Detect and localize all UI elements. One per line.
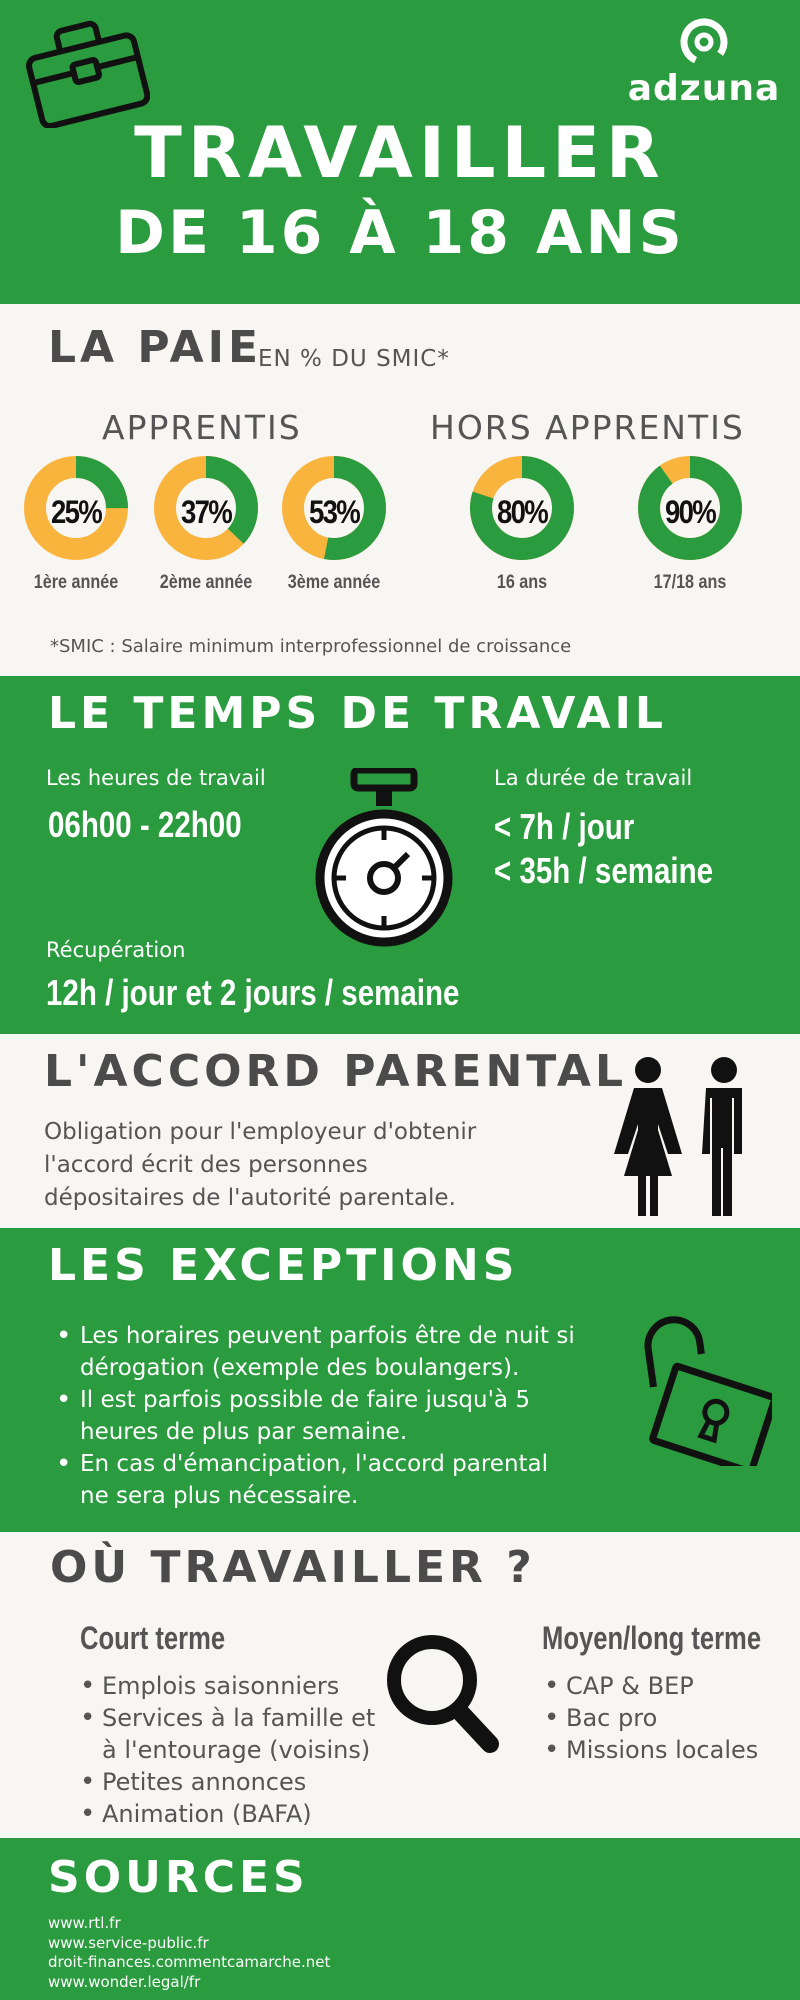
- exception-item-2-line-2: heures de plus par semaine.: [80, 1419, 408, 1445]
- briefcase-icon: [22, 8, 150, 128]
- smic-footnote: *SMIC : Salaire minimum interprofessionnel de croissance: [50, 636, 572, 657]
- exception-item: [52, 1320, 632, 1384]
- stopwatch-icon: [310, 768, 458, 950]
- exception-item: [52, 1448, 632, 1512]
- list-item-line-2: à l'entourage (voisins): [102, 1736, 371, 1764]
- list-item: • Emplois saisonniers: [76, 1670, 375, 1702]
- exceptions-list: [52, 1320, 632, 1512]
- exception-item-1-line-1: • Les horaires peuvent parfois être de nuit si: [80, 1323, 575, 1349]
- adzuna-logo[interactable]: [620, 16, 788, 108]
- list-item: • Missions locales: [540, 1734, 758, 1766]
- list-item: • Bac pro: [540, 1702, 758, 1734]
- source-link[interactable]: www.service-public.fr: [48, 1933, 209, 1952]
- pct-17-18-ans: 90%: [665, 494, 715, 530]
- list-item: • CAP & BEP: [540, 1670, 758, 1702]
- work-time-heading: LE TEMPS DE TRAVAIL: [48, 688, 667, 739]
- duration-week-value: < 35h / semaine: [494, 850, 714, 891]
- sources-list: [48, 1914, 330, 1992]
- label-3eme-annee: 3ème année: [287, 572, 381, 593]
- exceptions-section: [0, 1228, 800, 1532]
- exception-item: [52, 1384, 632, 1448]
- parental-line-3: dépositaires de l'autorité parentale.: [44, 1185, 456, 1211]
- list-item: • Animation (BAFA): [76, 1798, 375, 1830]
- sources-heading: SOURCES: [48, 1852, 309, 1903]
- exception-item-3-line-1: • En cas d'émancipation, l'accord parental: [80, 1451, 549, 1477]
- open-padlock-icon: [632, 1306, 772, 1466]
- source-link[interactable]: www.rtl.fr: [48, 1914, 121, 1932]
- magnifier-icon: [384, 1632, 502, 1756]
- label-2eme-annee: 2ème année: [159, 572, 253, 593]
- pay-heading: LA PAIE: [48, 322, 263, 373]
- parental-section: [0, 1034, 800, 1228]
- exception-item-1-line-2: dérogation (exemple des boulangers).: [80, 1355, 520, 1381]
- adzuna-logo-text: adzuna: [627, 68, 781, 109]
- pay-section: [0, 304, 800, 676]
- apprentis-title: APPRENTIS: [102, 408, 302, 447]
- list-item: • Petites annonces: [76, 1766, 375, 1798]
- parental-heading: L'ACCORD PARENTAL: [44, 1046, 627, 1097]
- label-17-18-ans: 17/18 ans: [653, 572, 727, 593]
- pct-3eme-annee: 53%: [309, 494, 359, 530]
- main-subtitle: DE 16 À 18 ANS: [115, 198, 685, 268]
- header-section: [0, 0, 800, 304]
- list-item-line-1: • Services à la famille et: [102, 1704, 376, 1732]
- pct-16-ans: 80%: [497, 494, 547, 530]
- pct-1ere-annee: 25%: [51, 494, 101, 530]
- adzuna-logo-mark: [620, 16, 788, 68]
- hours-value: 06h00 - 22h00: [48, 804, 242, 845]
- short-term-list: [76, 1670, 375, 1830]
- parental-line-1: Obligation pour l'employeur d'obtenir: [44, 1119, 477, 1145]
- source-link[interactable]: www.wonder.legal/fr: [48, 1972, 201, 1991]
- where-to-work-section: [0, 1532, 800, 1838]
- short-term-title: Court terme: [80, 1620, 226, 1656]
- label-16-ans: 16 ans: [496, 572, 548, 593]
- main-title: TRAVAILLER: [134, 112, 666, 194]
- hours-label: Les heures de travail: [46, 766, 266, 790]
- work-time-section: [0, 676, 800, 1034]
- exception-item-3-line-2: ne sera plus nécessaire.: [80, 1483, 359, 1509]
- hors-apprentis-title: HORS APPRENTIS: [430, 408, 745, 447]
- parental-line-2: l'accord écrit des personnes: [44, 1152, 368, 1178]
- where-heading: OÙ TRAVAILLER ?: [50, 1542, 536, 1593]
- source-link[interactable]: droit-finances.commentcamarche.net: [48, 1953, 331, 1971]
- duration-day-value: < 7h / jour: [494, 806, 635, 847]
- pay-subheading: EN % DU SMIC*: [258, 346, 450, 372]
- long-term-list: [540, 1670, 758, 1766]
- list-item: [76, 1702, 375, 1766]
- duration-label: La durée de travail: [494, 766, 693, 790]
- parents-icon: [612, 1054, 762, 1216]
- pct-2eme-annee: 37%: [181, 494, 231, 530]
- recuperation-label: Récupération: [46, 938, 186, 962]
- long-term-title: Moyen/long terme: [542, 1620, 762, 1656]
- sources-section: [0, 1838, 800, 2000]
- exception-item-2-line-1: • Il est parfois possible de faire jusqu'à 5: [80, 1387, 530, 1413]
- label-1ere-annee: 1ère année: [33, 572, 119, 593]
- exceptions-heading: LES EXCEPTIONS: [48, 1240, 519, 1291]
- recuperation-value: 12h / jour et 2 jours / semaine: [46, 972, 460, 1013]
- parental-text: [44, 1116, 476, 1215]
